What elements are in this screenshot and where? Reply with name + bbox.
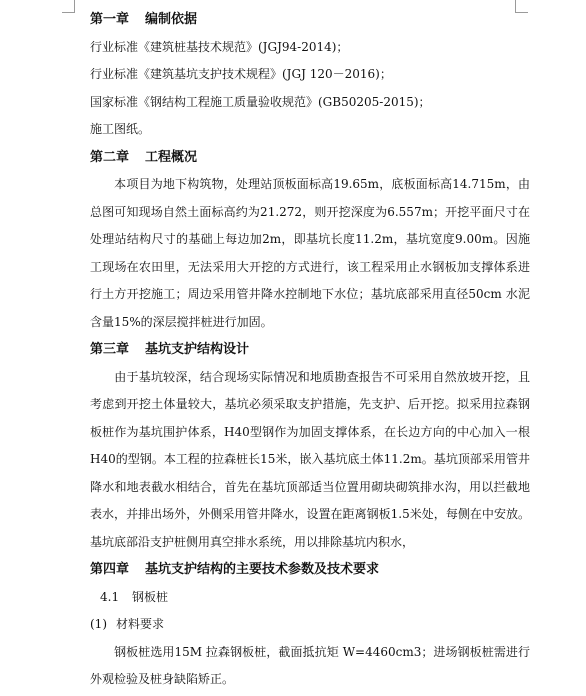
paragraph-text: 由于基坑较深，结合现场实际情况和地质勘查报告不可采用自然放坡开挖，且考虑到开挖土体量较大，基坑必须采取支护措施，先支护、后开挖。拟采用拉森钢板桩作为基坑围护体系，H40型钢作为加固支撑体系，在长边方向的中心加入一根 H40的型钢。本工程的拉森桩长15米，嵌入基坑底土体11.2m。基坑顶部采用管井降水和地表截水相结合，首先在基坑顶部适当位置用砌块砌筑排水沟，用以拦截地表水，并排出场外，外侧采用管井降水，设置在距离钢板1.5米处，每侧在中安放。基坑底部沿支护桩侧用真空排水系统，用以排除基坑内积水，: [90, 369, 530, 549]
chapter-title: 基坑支护结构的主要技术参数及技术要求: [145, 562, 380, 577]
chapter-title: 工程概况: [145, 149, 198, 165]
chapter-title: 基坑支护结构设计: [145, 342, 250, 357]
section-number: 4.1: [100, 589, 120, 604]
chapter-4-heading: [90, 556, 530, 584]
material-requirement-paragraph: [90, 639, 530, 694]
support-design-paragraph: [90, 364, 530, 557]
reference-line: 行业标准《建筑基坑支护技术规程》(JGJ 120－2016)；: [90, 67, 392, 81]
chapter-2-heading: [90, 144, 530, 172]
chapter-number: 第二章: [90, 149, 130, 165]
reference-line: 行业标准《建筑桩基技术规范》(JGJ94-2014)；: [90, 39, 349, 54]
reference-line: 施工图纸。: [90, 122, 151, 136]
chapter-1-heading: [90, 6, 530, 34]
paragraph-text: 钢板桩选用15M 拉森钢板桩，截面抵抗矩 W=4460cm3；进场钢板桩需进行外观检验及桩身缺陷矫正。: [90, 644, 530, 686]
paragraph-text: 本项目为地下构筑物，处理站顶板面标高19.65m，底板面标高14.715m，由总图可知现场自然土面标高约为21.272，则开挖深度为6.557m；开挖平面尺寸在处理站结构尺寸的基础上每边加2m，即基坑长度11.2m，基坑宽度9.00m。因施工现场在农田里，无法采用大开挖的方式进行，该工程采用止水钢板加支撑体系进行土方开挖施工；周边采用管井降水控制地下水位；基坑底部采用直径50cm 水泥含量15%的深层搅拌桩进行加固。: [90, 177, 530, 329]
reference-line: 国家标准《钢结构工程施工质量验收规范》(GB50205-2015)；: [90, 94, 431, 109]
item-1-heading: [90, 611, 530, 639]
chapter-title: 编制依据: [145, 12, 198, 27]
item-title: 材料要求: [116, 617, 165, 631]
chapter-number: 第一章: [90, 12, 130, 27]
item-number: (1): [90, 617, 107, 631]
project-overview-paragraph: [90, 171, 530, 336]
section-4-1-heading: [90, 584, 530, 612]
chapter-3-heading: [90, 336, 530, 364]
chapter-number: 第三章: [90, 342, 130, 357]
crop-mark-top-left: [62, 0, 75, 13]
chapter-number: 第四章: [90, 562, 130, 577]
section-title: 钢板桩: [132, 589, 169, 604]
document-body: [90, 6, 530, 694]
